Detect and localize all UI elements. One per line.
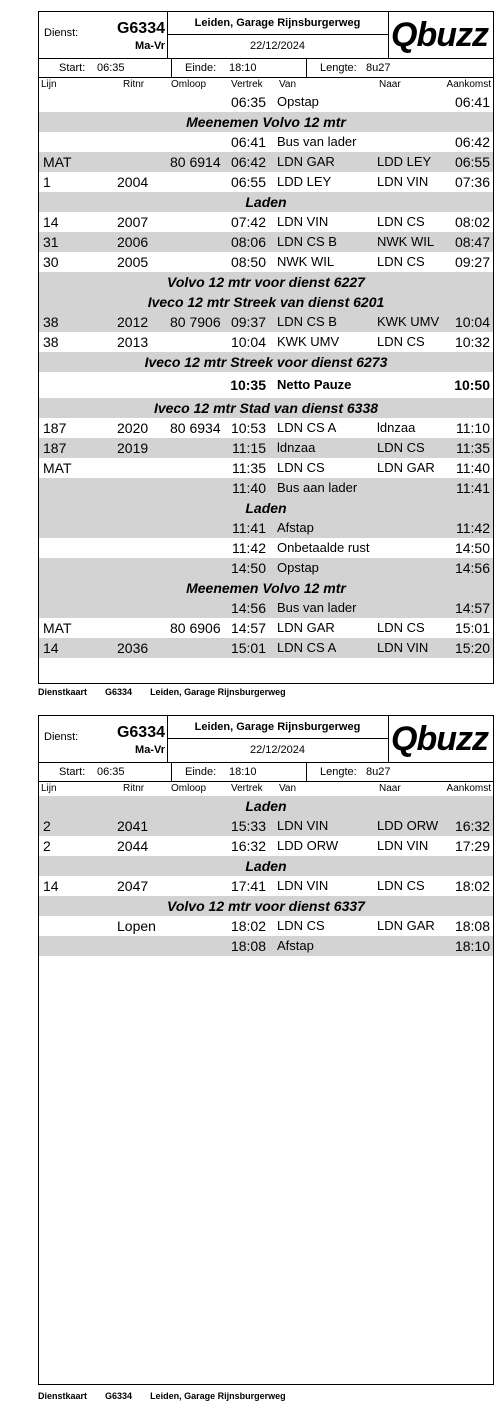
trip-table [39,92,493,658]
dienst-code: G6334 [116,724,165,741]
dienst-days: Ma-Vr [135,40,165,52]
cell-ritnr: 2005 [117,254,149,270]
cell-van: Opstap [277,560,319,575]
table-row [39,312,493,332]
section-title-row [39,856,493,876]
cell-aankomst: 11:41 [456,480,490,496]
cell-aankomst: 14:56 [454,560,490,576]
einde-box [171,59,307,77]
page-header [39,12,493,59]
cell-lijn: 30 [43,254,59,270]
table-row [39,518,493,538]
cell-aankomst: 15:20 [454,640,490,656]
location-cell [167,716,389,762]
start-value: 06:35 [97,766,125,778]
column-headers [39,78,493,92]
cell-omloop: 80 6914 [170,154,221,170]
section-title-row [39,272,493,292]
cell-lijn: 38 [43,314,59,330]
cell-vertrek: 06:55 [230,174,266,190]
cell-lijn: 38 [43,334,59,350]
cell-omloop: 80 6934 [170,420,221,436]
cell-aankomst: 15:01 [454,620,490,636]
cell-naar: LDN GAR [377,460,435,475]
cell-ritnr: 2007 [117,214,149,230]
table-row [39,438,493,458]
cell-aankomst: 11:40 [456,460,490,476]
trip-table [39,796,493,956]
cell-vertrek: 14:57 [230,620,266,636]
section-title: Volvo 12 mtr voor dienst 6227 [167,274,365,290]
cell-ritnr: 2019 [117,440,149,456]
cell-van: Opstap [277,94,319,109]
lengte-value: 8u27 [366,62,391,74]
table-row [39,232,493,252]
col-van: Van [279,79,297,90]
cell-van: LDN CS A [277,640,337,655]
section-title-row [39,398,493,418]
cell-van: LDN CS B [277,234,337,249]
table-row [39,598,493,618]
table-row [39,936,493,956]
cell-aankomst: 16:32 [454,818,490,834]
pause-row [39,372,493,398]
table-row [39,172,493,192]
table-row [39,836,493,856]
cell-aankomst: 18:02 [454,878,490,894]
section-title: Meenemen Volvo 12 mtr [186,114,346,130]
col-ritnr: Ritnr [123,783,145,794]
qbuzz-logo: Qbuzz [391,720,488,758]
footer-label: Dienstkaart [38,1391,88,1401]
cell-lijn: MAT [43,154,72,170]
times-bar [39,59,493,78]
table-row [39,478,493,498]
table-row [39,816,493,836]
location-cell [167,12,389,58]
section-title-row [39,796,493,816]
cell-naar: KWK UMV [377,314,440,329]
cell-lijn: 2 [43,838,51,854]
cell-aankomst: 11:10 [456,420,490,436]
table-row [39,332,493,352]
footer-location: Leiden, Garage Rijnsburgerweg [150,687,286,697]
col-van: Van [279,783,297,794]
cell-aankomst: 14:57 [454,600,490,616]
cell-van: LDD ORW [277,838,339,853]
cell-naar: ldnzaa [377,420,416,435]
einde-label: Einde: [185,766,217,778]
cell-ritnr: 2004 [117,174,149,190]
section-title: Iveco 12 mtr Stad van dienst 6338 [153,400,379,416]
cell-van: LDN VIN [277,878,329,893]
cell-aankomst: 11:42 [456,520,490,536]
cell-van: LDN VIN [277,214,329,229]
logo-cell [388,12,495,58]
table-row [39,212,493,232]
cell-ritnr: 2012 [117,314,149,330]
cell-vertrek: 10:35 [230,377,266,393]
cell-vertrek: 06:42 [230,154,266,170]
dienst-days: Ma-Vr [135,744,165,756]
table-row [39,618,493,638]
page-footer [38,1391,304,1401]
cell-ritnr: 2041 [117,818,149,834]
cell-aankomst: 09:27 [454,254,490,270]
cell-lijn: 1 [43,174,51,190]
section-title: Iveco 12 mtr Streek voor dienst 6273 [144,354,388,370]
cell-van: NWK WIL [277,254,335,269]
cell-naar: LDD LEY [377,154,432,169]
cell-ritnr: 2013 [117,334,149,350]
cell-van: LDN CS [277,918,325,933]
table-row [39,876,493,896]
cell-vertrek: 06:35 [230,94,266,110]
cell-van: KWK UMV [277,334,340,349]
cell-vertrek: 11:40 [232,480,266,496]
cell-van: LDD LEY [277,174,332,189]
col-lijn: Lijn [41,783,57,794]
table-row [39,558,493,578]
col-aankomst: Aankomst [446,783,491,794]
cell-aankomst: 18:10 [454,938,490,954]
cell-vertrek: 10:53 [230,420,266,436]
einde-label: Einde: [185,62,217,74]
cell-lijn: 14 [43,640,59,656]
einde-value: 18:10 [229,766,257,778]
cell-aankomst: 08:47 [454,234,490,250]
cell-vertrek: 11:41 [232,520,266,536]
cell-aankomst: 11:35 [456,440,490,456]
cell-vertrek: 14:56 [230,600,266,616]
cell-vertrek: 18:08 [230,938,266,954]
start-label: Start: [59,766,86,778]
footer-location: Leiden, Garage Rijnsburgerweg [150,1391,286,1401]
cell-ritnr: Lopen [117,918,156,934]
table-row [39,916,493,936]
location-name: Leiden, Garage Rijnsburgerweg [167,12,388,35]
cell-naar: LDN CS [377,440,425,455]
dienst-code: G6334 [116,20,165,37]
col-naar: Naar [379,783,401,794]
table-row [39,638,493,658]
footer-code: G6334 [105,687,133,697]
cell-naar: LDN VIN [377,838,429,853]
cell-naar: LDN CS [377,878,425,893]
cell-vertrek: 16:32 [230,838,266,854]
section-title: Laden [245,500,287,516]
col-lijn: Lijn [41,79,57,90]
cell-omloop: 80 7906 [170,314,221,330]
cell-vertrek: 11:15 [232,440,266,456]
table-row [39,538,493,558]
cell-omloop: 80 6906 [170,620,221,636]
section-title: Meenemen Volvo 12 mtr [186,580,346,596]
cell-van: ldnzaa [277,440,316,455]
cell-naar: LDN GAR [377,918,435,933]
cell-van: LDN GAR [277,620,335,635]
cell-ritnr: 2044 [117,838,149,854]
einde-value: 18:10 [229,62,257,74]
cell-van: Afstap [277,938,314,953]
cell-vertrek: 07:42 [230,214,266,230]
lengte-value: 8u27 [366,766,391,778]
section-title: Volvo 12 mtr voor dienst 6337 [167,898,365,914]
col-ritnr: Ritnr [123,79,145,90]
cell-aankomst: 06:42 [454,134,490,150]
cell-aankomst: 10:04 [454,314,490,330]
cell-aankomst: 10:50 [454,377,490,393]
cell-vertrek: 09:37 [230,314,266,330]
cell-vertrek: 11:42 [232,540,266,556]
table-row [39,458,493,478]
cell-vertrek: 11:35 [232,460,266,476]
dienst-label: Dienst: [44,731,79,743]
cell-aankomst: 17:29 [454,838,490,854]
col-vertrek: Vertrek [231,783,263,794]
cell-naar: LDN CS [377,620,425,635]
cell-naar: LDN CS [377,334,425,349]
section-title: Laden [245,858,287,874]
cell-naar: NWK WIL [377,234,435,249]
cell-naar: LDN CS [377,214,425,229]
dienstkaart-page-1 [38,11,494,684]
cell-aankomst: 07:36 [454,174,490,190]
cell-van: LDN CS [277,460,325,475]
section-title-row [39,112,493,132]
cell-ritnr: 2047 [117,878,149,894]
start-label: Start: [59,62,86,74]
cell-aankomst: 06:55 [454,154,490,170]
cell-aankomst: 18:08 [454,918,490,934]
table-row [39,252,493,272]
cell-van: Bus van lader [277,134,357,149]
table-row [39,152,493,172]
section-title-row [39,578,493,598]
column-headers [39,782,493,796]
col-aankomst: Aankomst [446,79,491,90]
col-naar: Naar [379,79,401,90]
cell-lijn: 187 [43,440,67,456]
cell-lijn: 14 [43,214,59,230]
cell-van: Netto Pauze [277,377,352,392]
section-title-row [39,352,493,372]
logo-cell [388,716,495,762]
cell-naar: LDN VIN [377,640,429,655]
qbuzz-logo: Qbuzz [391,16,488,54]
cell-van: LDN CS B [277,314,337,329]
lengte-label: Lengte: [320,62,357,74]
cell-lijn: 187 [43,420,67,436]
footer-code: G6334 [105,1391,133,1401]
cell-vertrek: 08:50 [230,254,266,270]
section-title-row [39,192,493,212]
cell-van: LDN CS A [277,420,337,435]
cell-ritnr: 2006 [117,234,149,250]
start-value: 06:35 [97,62,125,74]
footer-label: Dienstkaart [38,687,88,697]
cell-lijn: 14 [43,878,59,894]
cell-vertrek: 06:41 [230,134,266,150]
section-title: Laden [245,194,287,210]
cell-naar: LDN VIN [377,174,429,189]
lengte-box [306,59,495,77]
start-box [39,763,172,781]
dienst-cell [39,716,168,762]
section-title: Iveco 12 mtr Streek van dienst 6201 [147,294,385,310]
cell-vertrek: 18:02 [230,918,266,934]
cell-lijn: 31 [43,234,59,250]
cell-ritnr: 2036 [117,640,149,656]
cell-naar: LDD ORW [377,818,439,833]
cell-vertrek: 08:06 [230,234,266,250]
cell-van: LDN VIN [277,818,329,833]
einde-box [171,763,307,781]
dienst-date: 22/12/2024 [249,744,306,756]
lengte-box [306,763,495,781]
times-bar [39,763,493,782]
location-name: Leiden, Garage Rijnsburgerweg [167,716,388,739]
table-row [39,132,493,152]
cell-van: LDN GAR [277,154,335,169]
cell-vertrek: 10:04 [230,334,266,350]
cell-van: Bus van lader [277,600,357,615]
cell-vertrek: 15:33 [230,818,266,834]
cell-lijn: 2 [43,818,51,834]
table-row [39,92,493,112]
cell-aankomst: 08:02 [454,214,490,230]
cell-naar: LDN CS [377,254,425,269]
dienst-label: Dienst: [44,27,79,39]
table-row [39,418,493,438]
page-header [39,716,493,763]
col-omloop: Omloop [171,79,207,90]
dienst-cell [39,12,168,58]
cell-aankomst: 06:41 [454,94,490,110]
cell-aankomst: 14:50 [454,540,490,556]
col-vertrek: Vertrek [231,79,263,90]
section-title: Laden [245,798,287,814]
cell-ritnr: 2020 [117,420,149,436]
cell-vertrek: 17:41 [230,878,266,894]
cell-aankomst: 10:32 [454,334,490,350]
cell-lijn: MAT [43,460,72,476]
section-title-row [39,498,493,518]
cell-van: Afstap [277,520,314,535]
start-box [39,59,172,77]
cell-van: Onbetaalde rust [277,540,370,555]
cell-lijn: MAT [43,620,72,636]
cell-vertrek: 15:01 [230,640,266,656]
section-title-row [39,292,493,312]
page-footer [38,687,304,697]
col-omloop: Omloop [171,783,207,794]
section-title-row [39,896,493,916]
cell-vertrek: 14:50 [230,560,266,576]
cell-van: Bus aan lader [277,480,358,495]
dienstkaart-page-2 [38,715,494,1385]
lengte-label: Lengte: [320,766,357,778]
dienst-date: 22/12/2024 [249,40,306,52]
